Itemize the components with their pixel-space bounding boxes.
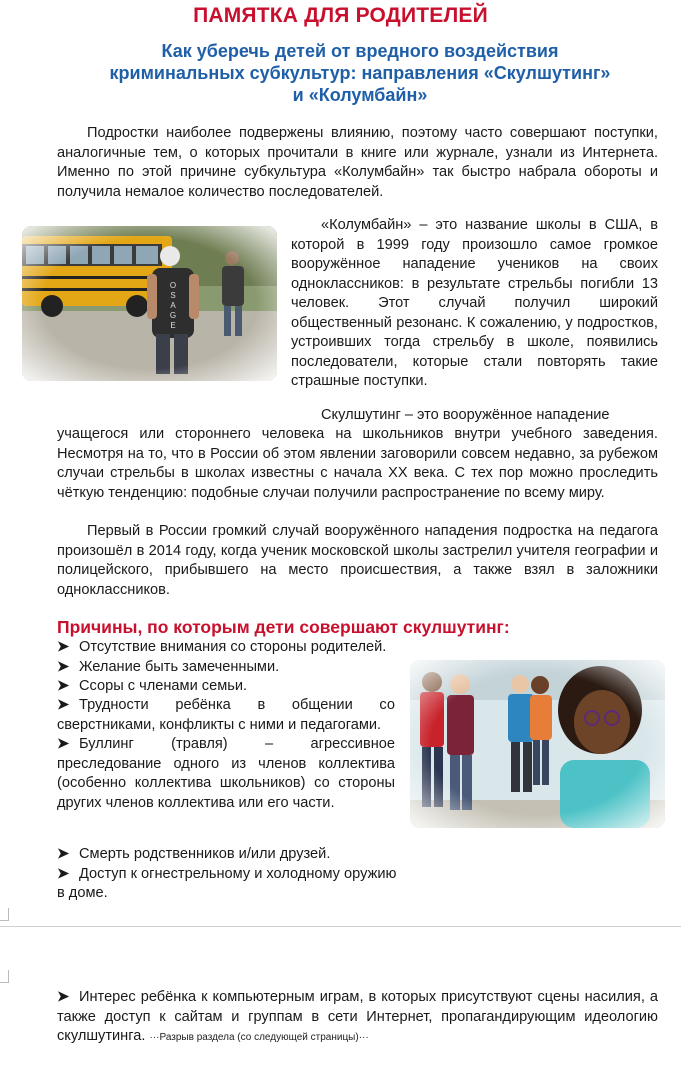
columbine-paragraph: «Колумбайн» – это название школы в США, в которой в 1999 году произошло самое громкое вооружённое нападение учеников на своих одноклассников: в результате стрельбы погибли 13 человек. Этот случай получил широкий общественный резонанс. К сожалению, у подростков, устроивших тогда стрельбу в школе, появились последователи, которые стали повторять такие страшные поступки. xyxy=(291,217,658,389)
intro-paragraph: Подростки наиболее подвержены влиянию, поэтому часто совершают поступки, аналогичные тем, о которых прочитали в книге или журнале, узнали из Интернета. Именно по этой причине субкультура «Колумбайн» так быстро набрала обороты и получила немалое количество последователей. xyxy=(57,125,658,200)
next-page-item-text: Интерес ребёнка к компьютерным играм, в которых присутствуют сцены насилия, а также доступ к сайтам и группам в сети Интернет, пропагандирующим идеологию скулшутинга. xyxy=(57,989,658,1044)
first-case-paragraph: Первый в России громкий случай вооружённого нападения подростка на педагога произошёл в 2014 году, когда ученик московской школы застрелил учителя географии и полицейского, прибывшего на место происшествия, а также взял в заложники одноклассников. xyxy=(57,523,658,598)
list-item: ➤ Смерть родственников и/или друзей. xyxy=(57,845,657,865)
subtitle-line: и «Колумбайн» xyxy=(292,85,428,105)
causes-list-continued xyxy=(57,696,395,813)
arrow-bullet-icon: ➤ xyxy=(57,658,70,675)
causes-heading: Причины, по которым дети совершают скулшутинг: xyxy=(57,617,510,637)
schoolshooting-lead: Скулшутинг – это вооружённое нападение xyxy=(321,407,610,423)
section-break-marker: ···Разрыв раздела (со следующей страницы)··· xyxy=(149,1032,369,1043)
arrow-bullet-icon: ➤ xyxy=(57,846,70,862)
arrow-bullet-icon: ➤ xyxy=(57,865,70,882)
school-bus-photo xyxy=(22,226,277,381)
page-corner-mark xyxy=(0,908,9,921)
subtitle-line: Как уберечь детей от вредного воздействия xyxy=(161,41,559,61)
schoolshooting-paragraph: учащегося или стороннего человека на школьников внутри учебного заведения. Несмотря на то, что в России об этом явлении заговорили совсем недавно, за рубежом случаи стрельбы в школах известны с начала XX века. С тех пор можно проследить чёткую тенденцию: подобные случаи получили распространение по всему миру. xyxy=(57,426,658,501)
arrow-bullet-icon: ➤ xyxy=(57,639,70,655)
page-corner-mark xyxy=(0,970,9,983)
page-title: ПАМЯТКА ДЛЯ РОДИТЕЛЕЙ xyxy=(193,4,488,27)
list-item: ➤ Доступ к огнестрельному и холодному оружию в доме. xyxy=(57,865,397,901)
subtitle xyxy=(70,40,650,106)
arrow-bullet-icon: ➤ xyxy=(57,736,70,752)
school-bus-illustration xyxy=(22,226,277,381)
bullying-photo xyxy=(410,660,665,828)
next-page-item xyxy=(57,988,658,1048)
causes-list-end xyxy=(57,845,657,904)
list-item: ➤ Буллинг (травля) – агрессивное преследование одного из членов коллектива (особенно коллектива школьников) со стороны других членов коллектива или его части. xyxy=(57,736,395,811)
arrow-bullet-icon: ➤ xyxy=(57,697,70,713)
list-item: ➤ Ссоры с членами семьи. xyxy=(57,677,657,697)
arrow-bullet-icon: ➤ xyxy=(57,678,70,694)
list-item: ➤ Трудности ребёнка в общении со сверстниками, конфликты с ними и педагогами. xyxy=(57,697,395,733)
subtitle-line: криминальных субкультур: направления «Скулшутинг» xyxy=(109,63,611,83)
list-item: ➤ Желание быть замеченными. xyxy=(57,658,657,678)
list-item: ➤ Отсутствие внимания со стороны родителей. xyxy=(57,638,657,658)
arrow-bullet-icon: ➤ xyxy=(57,989,70,1005)
page-divider xyxy=(0,926,681,927)
bullying-illustration xyxy=(410,660,665,828)
